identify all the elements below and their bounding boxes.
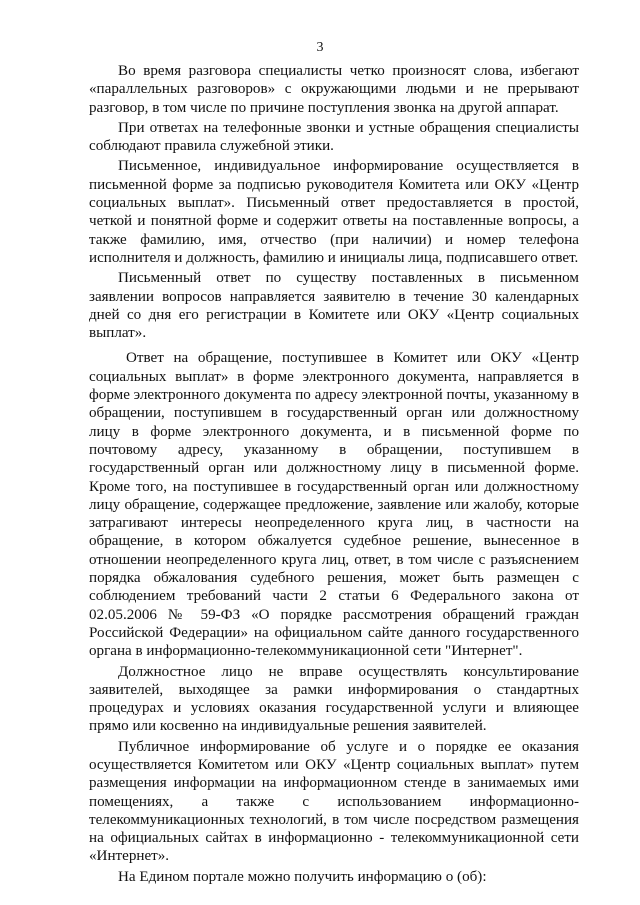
paragraph-consulting-limits: Должностное лицо не вправе осуществлять консультирование заявителей, выходящее за рамки информирования о стандартных процедурах и условиях оказания государственной услуги и влияющее прямо или косвенно на индивидуальные решения заявителей. bbox=[89, 663, 579, 735]
paragraph-service-ethics: При ответах на телефонные звонки и устные обращения специалисты соблюдают правила служебной этики. bbox=[89, 119, 579, 155]
paragraph-unified-portal: На Едином портале можно получить информацию о (об): bbox=[118, 868, 487, 885]
paragraph-conversation-rules: Во время разговора специалисты четко произносят слова, избегают «параллельных разговоров» с окружающими людьми и не прерывают разговор, в том числе по причине поступления звонка на другой аппарат. bbox=[89, 63, 579, 116]
paragraph-written-answer-deadline: Письменный ответ по существу поставленных в письменном заявлении вопросов направляется заявителю в течение 30 календарных дней со дня его регистрации в Комитете или ОКУ «Центр социальных выплат». bbox=[89, 270, 579, 342]
paragraph-written-informing: Письменное, индивидуальное информирование осуществляется в письменной форме за подписью руководителя Комитета или ОКУ «Центр социальных выплат». Письменный ответ предоставляется в простой, четкой и понятной форме и содержит ответы на поставленные вопросы, а также фамилию, имя, отчество (при наличии) и номер телефона исполнителя и должность, фамилию и инициалы лица, подписавшего ответ. bbox=[89, 158, 579, 266]
paragraph-public-informing: Публичное информирование об услуге и о порядке ее оказания осуществляется Комитетом или ОКУ «Центр социальных выплат» путем размещения информации на информационном стенде в занимаемых ими помещениях, а также с использованием информационно-телекоммуникационных технологий, в том числе посредством размещения на официальных сайтах в информационно - телекоммуникационной сети «Интернет». bbox=[89, 738, 579, 865]
document-body bbox=[89, 62, 579, 888]
page-number: 3 bbox=[316, 40, 324, 55]
paragraph-electronic-answer: Ответ на обращение, поступившее в Комитет или ОКУ «Центр социальных выплат» в форме электронного документа, направляется в форме электронного документа по адресу электронной почты, указанному в обращении, поступившем в государственный орган или должностному лицу в форме электронного документа, и в письменной форме по почтовому адресу, указанному в обращении, поступившем в государственный орган или должностному лицу в письменной форме. Кроме того, на поступившее в государственный орган или должностному лицу обращение, содержащее предложение, заявление или жалобу, которые затрагивают интересы неопределенного круга лиц, в частности на обращение, в котором обжалуется судебное решение, вынесенное в отношении неопределенного круга лиц, ответ, в том числе с разъяснением порядка обжалования судебного решения, может быть размещен с соблюдением требований части 2 статьи 6 Федерального закона от 02.05.2006 № 59-ФЗ «О порядке рассмотрения обращений граждан Российской Федерации» на официальном сайте данного государственного органа в информационно-телекоммуникационной сети "Интернет". bbox=[89, 350, 579, 660]
